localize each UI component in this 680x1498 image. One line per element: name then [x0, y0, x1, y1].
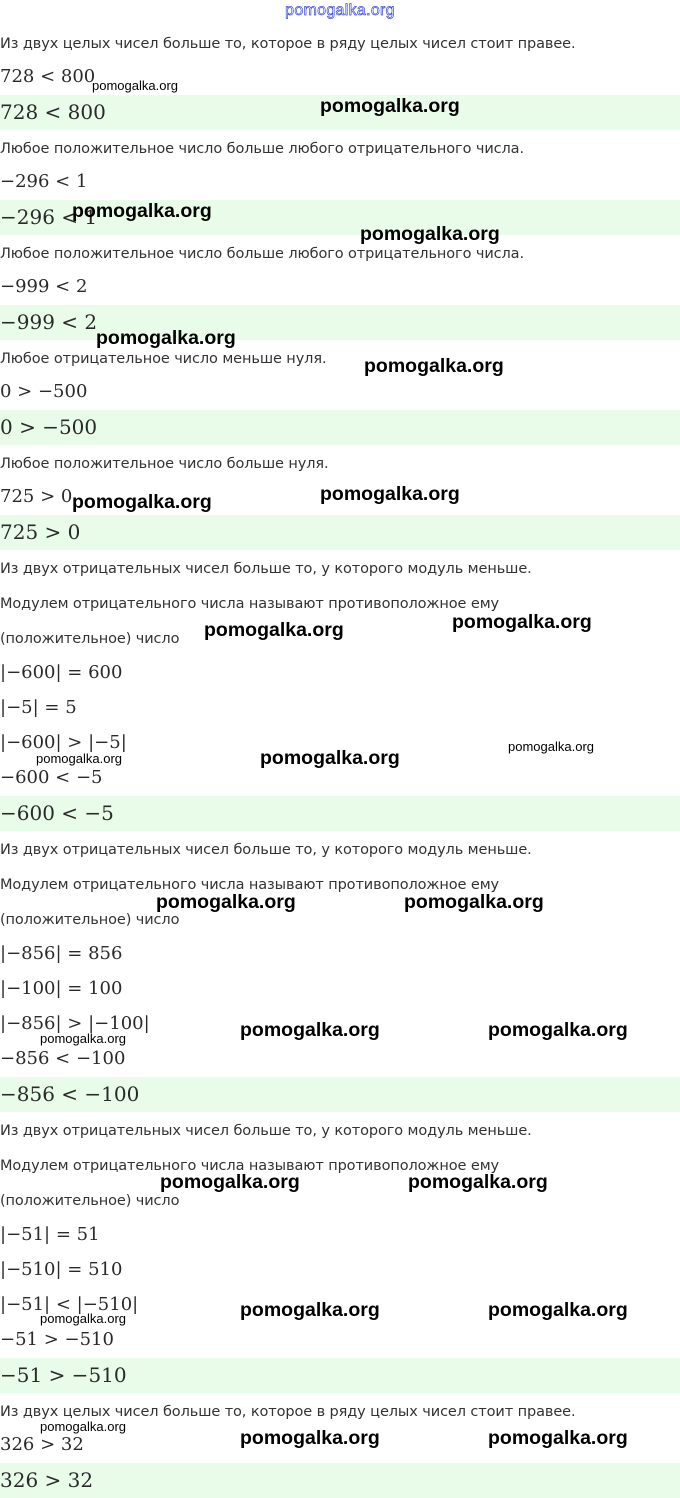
answer-line: 0 > −500 [0, 410, 680, 445]
watermark: pomogalka.org [488, 1019, 628, 1041]
answer-line: −51 > −510 [0, 1358, 680, 1393]
math-line: |−5| = 5 [0, 697, 77, 718]
site-title[interactable]: pomogalka.org [285, 2, 395, 19]
math-line: −51 > −510 [0, 1329, 114, 1350]
math-line: −600 < −5 [0, 767, 103, 788]
answer-line: −999 < 2 [0, 305, 680, 340]
watermark: pomogalka.org [240, 1299, 380, 1321]
watermark: pomogalka.org [72, 200, 212, 222]
answer-line: 326 > 32 [0, 1463, 680, 1498]
watermark: pomogalka.org [364, 355, 504, 377]
watermark: pomogalka.org [40, 1031, 126, 1046]
math-line: 728 < 800 [0, 66, 96, 87]
math-line: 725 > 0 [0, 486, 73, 507]
watermark: pomogalka.org [72, 491, 212, 513]
watermark: pomogalka.org [488, 1427, 628, 1449]
math-line: 326 > 32 [0, 1434, 84, 1455]
watermark: pomogalka.org [452, 611, 592, 633]
math-line: |−100| = 100 [0, 978, 123, 999]
watermark: pomogalka.org [404, 891, 544, 913]
math-line: |−856| = 856 [0, 943, 123, 964]
watermark: pomogalka.org [92, 78, 178, 93]
rule-text: (положительное) число [0, 1193, 180, 1209]
rule-text: Из двух отрицательных чисел больше то, у которого модуль меньше. [0, 842, 532, 858]
watermark: pomogalka.org [40, 1419, 126, 1434]
rule-text: Из двух целых чисел больше то, которое в ряду целых чисел стоит правее. [0, 36, 576, 52]
rule-text: Модулем отрицательного числа называют противоположное ему [0, 596, 500, 612]
watermark: pomogalka.org [488, 1299, 628, 1321]
watermark: pomogalka.org [320, 483, 460, 505]
math-line: |−51| < |−510| [0, 1294, 139, 1315]
math-line: −999 < 2 [0, 276, 88, 297]
math-line: −296 < 1 [0, 171, 88, 192]
math-line: |−510| = 510 [0, 1259, 123, 1280]
answer-line: −600 < −5 [0, 796, 680, 831]
watermark: pomogalka.org [240, 1427, 380, 1449]
rule-text: Из двух целых чисел больше то, которое в ряду целых чисел стоит правее. [0, 1404, 576, 1420]
rule-text: Из двух отрицательных чисел больше то, у которого модуль меньше. [0, 561, 532, 577]
math-line: |−856| > |−100| [0, 1013, 150, 1034]
rule-text: Модулем отрицательного числа называют противоположное ему [0, 1158, 500, 1174]
rule-text: Любое отрицательное число меньше нуля. [0, 351, 327, 367]
math-line: 0 > −500 [0, 381, 88, 402]
math-line: −856 < −100 [0, 1048, 126, 1069]
watermark: pomogalka.org [36, 751, 122, 766]
rule-text: Любое положительное число больше нуля. [0, 456, 329, 472]
math-line: |−600| > |−5| [0, 732, 127, 753]
answer-line: 728 < 800 [0, 95, 680, 130]
rule-text: Любое положительное число больше любого отрицательного числа. [0, 141, 524, 157]
watermark: pomogalka.org [240, 1019, 380, 1041]
math-line: |−51| = 51 [0, 1224, 100, 1245]
answer-line: 725 > 0 [0, 515, 680, 550]
watermark: pomogalka.org [260, 747, 400, 769]
rule-text: Из двух отрицательных чисел больше то, у которого модуль меньше. [0, 1123, 532, 1139]
watermark: pomogalka.org [320, 95, 460, 117]
rule-text: (положительное) число [0, 912, 180, 928]
answer-line: −296 < 1 [0, 200, 680, 235]
watermark: pomogalka.org [360, 223, 500, 245]
watermark: pomogalka.org [96, 327, 236, 349]
watermark: pomogalka.org [40, 1311, 126, 1326]
rule-text: (положительное) число [0, 631, 180, 647]
rule-text: Модулем отрицательного числа называют противоположное ему [0, 877, 500, 893]
watermark: pomogalka.org [204, 619, 344, 641]
rule-text: Любое положительное число больше любого отрицательного числа. [0, 246, 524, 262]
answer-line: −856 < −100 [0, 1077, 680, 1112]
watermark: pomogalka.org [508, 739, 594, 754]
watermark: pomogalka.org [160, 1171, 300, 1193]
math-line: |−600| = 600 [0, 662, 123, 683]
watermark: pomogalka.org [408, 1171, 548, 1193]
watermark: pomogalka.org [156, 891, 296, 913]
